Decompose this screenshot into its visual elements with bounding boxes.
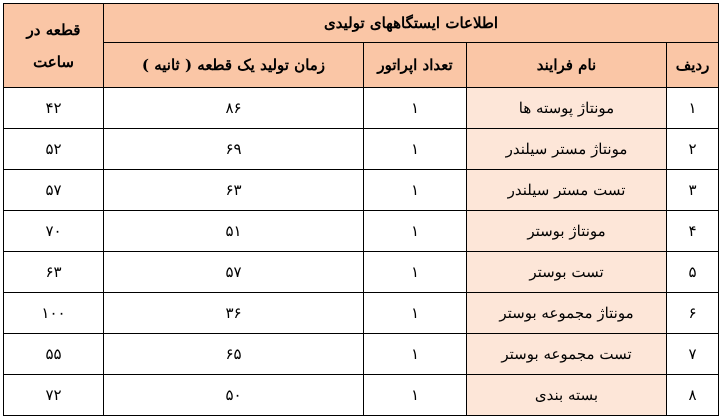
cycle-time-cell: ۶۵ xyxy=(104,334,364,375)
operators-cell: ۱ xyxy=(364,211,467,252)
parts-per-hour-header-line2: ساعت xyxy=(33,52,74,71)
row-number-cell: ۳ xyxy=(667,170,719,211)
process-name-cell: تست مستر سیلندر xyxy=(467,170,667,211)
row-number-cell: ۸ xyxy=(667,375,719,416)
table-row xyxy=(4,170,719,211)
production-stations-table xyxy=(3,3,719,416)
cycle-time-cell: ۳۶ xyxy=(104,293,364,334)
header-row-top xyxy=(4,4,719,43)
operators-cell: ۱ xyxy=(364,252,467,293)
header-row-sub xyxy=(4,43,719,88)
row-number-cell: ۵ xyxy=(667,252,719,293)
process-name-cell: تست مجموعه بوستر xyxy=(467,334,667,375)
cycle-time-cell: ۵۷ xyxy=(104,252,364,293)
group-title-header: اطلاعات ایستگاههای تولیدی xyxy=(104,4,719,43)
operators-cell: ۱ xyxy=(364,293,467,334)
table-row xyxy=(4,334,719,375)
table-row xyxy=(4,211,719,252)
operators-header: تعداد اپراتور xyxy=(364,43,467,88)
cycle-time-header: زمان تولید یک قطعه ( ثانیه ) xyxy=(104,43,364,88)
operators-cell: ۱ xyxy=(364,129,467,170)
parts-per-hour-cell: ۷۰ xyxy=(4,211,104,252)
table-row xyxy=(4,375,719,416)
parts-per-hour-cell: ۷۲ xyxy=(4,375,104,416)
parts-per-hour-header xyxy=(4,4,104,88)
process-name-cell: تست بوستر xyxy=(467,252,667,293)
parts-per-hour-cell: ۶۳ xyxy=(4,252,104,293)
operators-cell: ۱ xyxy=(364,88,467,129)
operators-cell: ۱ xyxy=(364,334,467,375)
process-name-cell: مونتاژ پوسته ها xyxy=(467,88,667,129)
process-name-cell: بسته بندی xyxy=(467,375,667,416)
row-number-cell: ۶ xyxy=(667,293,719,334)
row-number-cell: ۲ xyxy=(667,129,719,170)
table-row xyxy=(4,129,719,170)
process-name-cell: مونتاژ مجموعه بوستر xyxy=(467,293,667,334)
operators-cell: ۱ xyxy=(364,375,467,416)
process-name-cell: مونتاژ بوستر xyxy=(467,211,667,252)
cycle-time-cell: ۶۹ xyxy=(104,129,364,170)
cycle-time-cell: ۵۱ xyxy=(104,211,364,252)
parts-per-hour-cell: ۵۵ xyxy=(4,334,104,375)
parts-per-hour-cell: ۴۲ xyxy=(4,88,104,129)
process-name-header: نام فرایند xyxy=(467,43,667,88)
cycle-time-cell: ۵۰ xyxy=(104,375,364,416)
cycle-time-cell: ۶۳ xyxy=(104,170,364,211)
row-number-cell: ۷ xyxy=(667,334,719,375)
row-number-header: ردیف xyxy=(667,43,719,88)
parts-per-hour-cell: ۵۲ xyxy=(4,129,104,170)
parts-per-hour-cell: ۵۷ xyxy=(4,170,104,211)
operators-cell: ۱ xyxy=(364,170,467,211)
parts-per-hour-cell: ۱۰۰ xyxy=(4,293,104,334)
cycle-time-cell: ۸۶ xyxy=(104,88,364,129)
table-row xyxy=(4,293,719,334)
row-number-cell: ۱ xyxy=(667,88,719,129)
row-number-cell: ۴ xyxy=(667,211,719,252)
parts-per-hour-header-line1: قطعه در xyxy=(26,20,81,39)
table-row xyxy=(4,88,719,129)
process-name-cell: مونتاژ مستر سیلندر xyxy=(467,129,667,170)
table-row xyxy=(4,252,719,293)
